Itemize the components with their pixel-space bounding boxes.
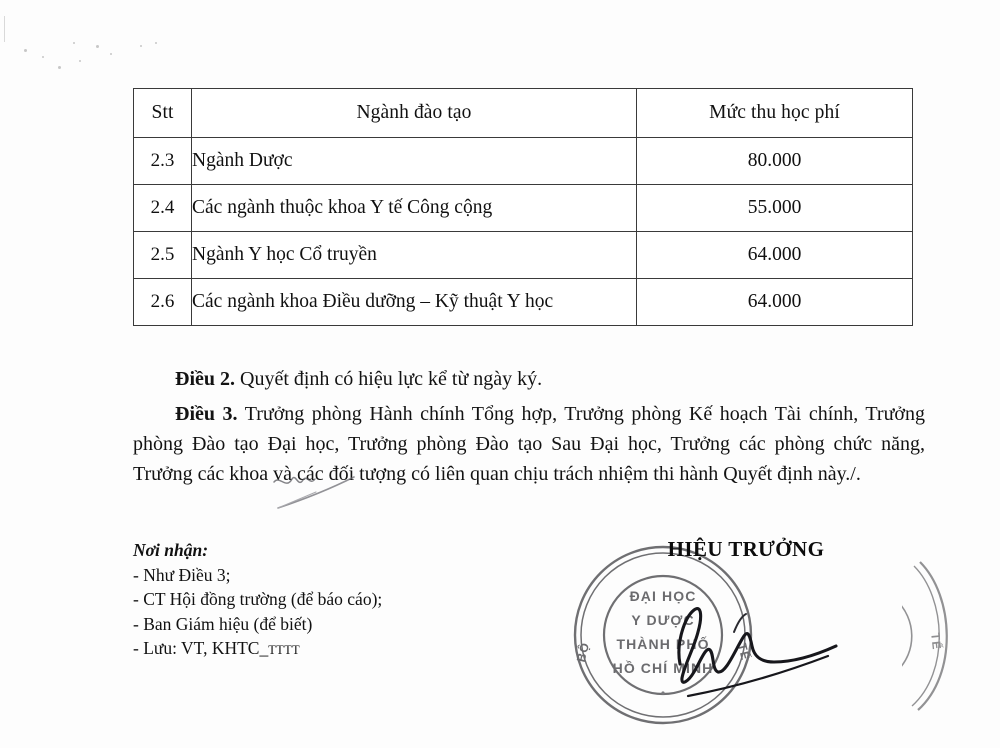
column-header-name: Ngành đào tạo	[192, 89, 637, 138]
article-2-paragraph	[133, 364, 923, 394]
article-2-label: Điều 2.	[175, 368, 235, 390]
scan-speckle	[110, 53, 112, 55]
scan-speckle	[24, 49, 27, 52]
recipient-item	[133, 636, 503, 662]
article-3-label: Điều 3.	[175, 403, 238, 425]
article-3-text: Trưởng phòng Hành chính Tổng hợp, Trưởng phòng Kế hoạch Tài chính, Trưởng phòng Đào tạo Đại học, Trưởng phòng Đào tạo Sau Đại học, Trưởng các phòng chức năng, Trưởng các khoa và các đối tượng có liên quan chịu trách nhiệm thi hành Quyết định này./.	[133, 403, 926, 485]
cell-fee: 80.000	[637, 138, 913, 185]
table-row	[134, 279, 913, 326]
table-header-row	[134, 89, 913, 138]
recipients-title: Nơi nhận:	[133, 540, 209, 560]
table-row	[134, 185, 913, 232]
scan-edge-line	[4, 16, 5, 42]
article-2-text: Quyết định có hiệu lực kể từ ngày ký.	[235, 368, 543, 390]
seal-line-3: THÀNH PHỐ	[616, 636, 710, 652]
cell-stt: 2.4	[134, 185, 192, 232]
recipient-item: - Ban Giám hiệu (để biết)	[133, 613, 313, 634]
cell-fee: 64.000	[637, 232, 913, 279]
seal-line-2: Y DƯỢC	[631, 612, 695, 628]
scan-speckle	[140, 45, 142, 47]
recipient-item: - CT Hội đồng trường (để báo cáo);	[133, 589, 383, 610]
scan-speckle	[79, 60, 81, 62]
table-row	[134, 232, 913, 279]
cell-name: Các ngành khoa Điều dưỡng – Kỹ thuật Y học	[192, 279, 637, 326]
signature-title: HIỆU TRƯỞNG	[667, 537, 825, 561]
table-row	[134, 138, 913, 185]
cell-name: Ngành Y học Cổ truyền	[192, 232, 637, 279]
scan-speckle	[42, 56, 44, 58]
seal-line-4: HỒ CHÍ MINH	[612, 660, 714, 676]
scan-speckle	[96, 45, 99, 48]
cell-fee: 55.000	[637, 185, 913, 232]
seal-line-1: ĐẠI HỌC	[629, 588, 697, 604]
partial-seal-arc	[902, 556, 998, 716]
cell-fee: 64.000	[637, 279, 913, 326]
seal-ring-left-text: BỘ	[573, 640, 593, 664]
scan-speckle	[58, 66, 61, 69]
scan-speckle	[73, 42, 75, 44]
recipient-archive-label: - Lưu: VT, KHTC_	[133, 637, 269, 658]
column-header-stt: Stt	[134, 89, 192, 138]
tuition-fee-table	[133, 88, 913, 326]
cell-name: Các ngành thuộc khoa Y tế Công cộng	[192, 185, 637, 232]
cell-stt: 2.3	[134, 138, 192, 185]
cell-name: Ngành Dược	[192, 138, 637, 185]
recipient-archive-suffix: TTTT	[268, 642, 300, 657]
recipients-block	[133, 538, 503, 662]
scan-speckle	[155, 42, 157, 44]
cell-stt: 2.5	[134, 232, 192, 279]
seal-ring-right-text: TẾ	[734, 641, 753, 663]
partial-seal-text: TẾ	[928, 632, 944, 652]
column-header-fee: Mức thu học phí	[637, 89, 913, 138]
handwritten-signature	[650, 592, 870, 702]
recipient-item: - Như Điều 3;	[133, 565, 231, 586]
cell-stt: 2.6	[134, 279, 192, 326]
official-seal	[568, 543, 758, 728]
article-3-paragraph	[133, 399, 925, 489]
